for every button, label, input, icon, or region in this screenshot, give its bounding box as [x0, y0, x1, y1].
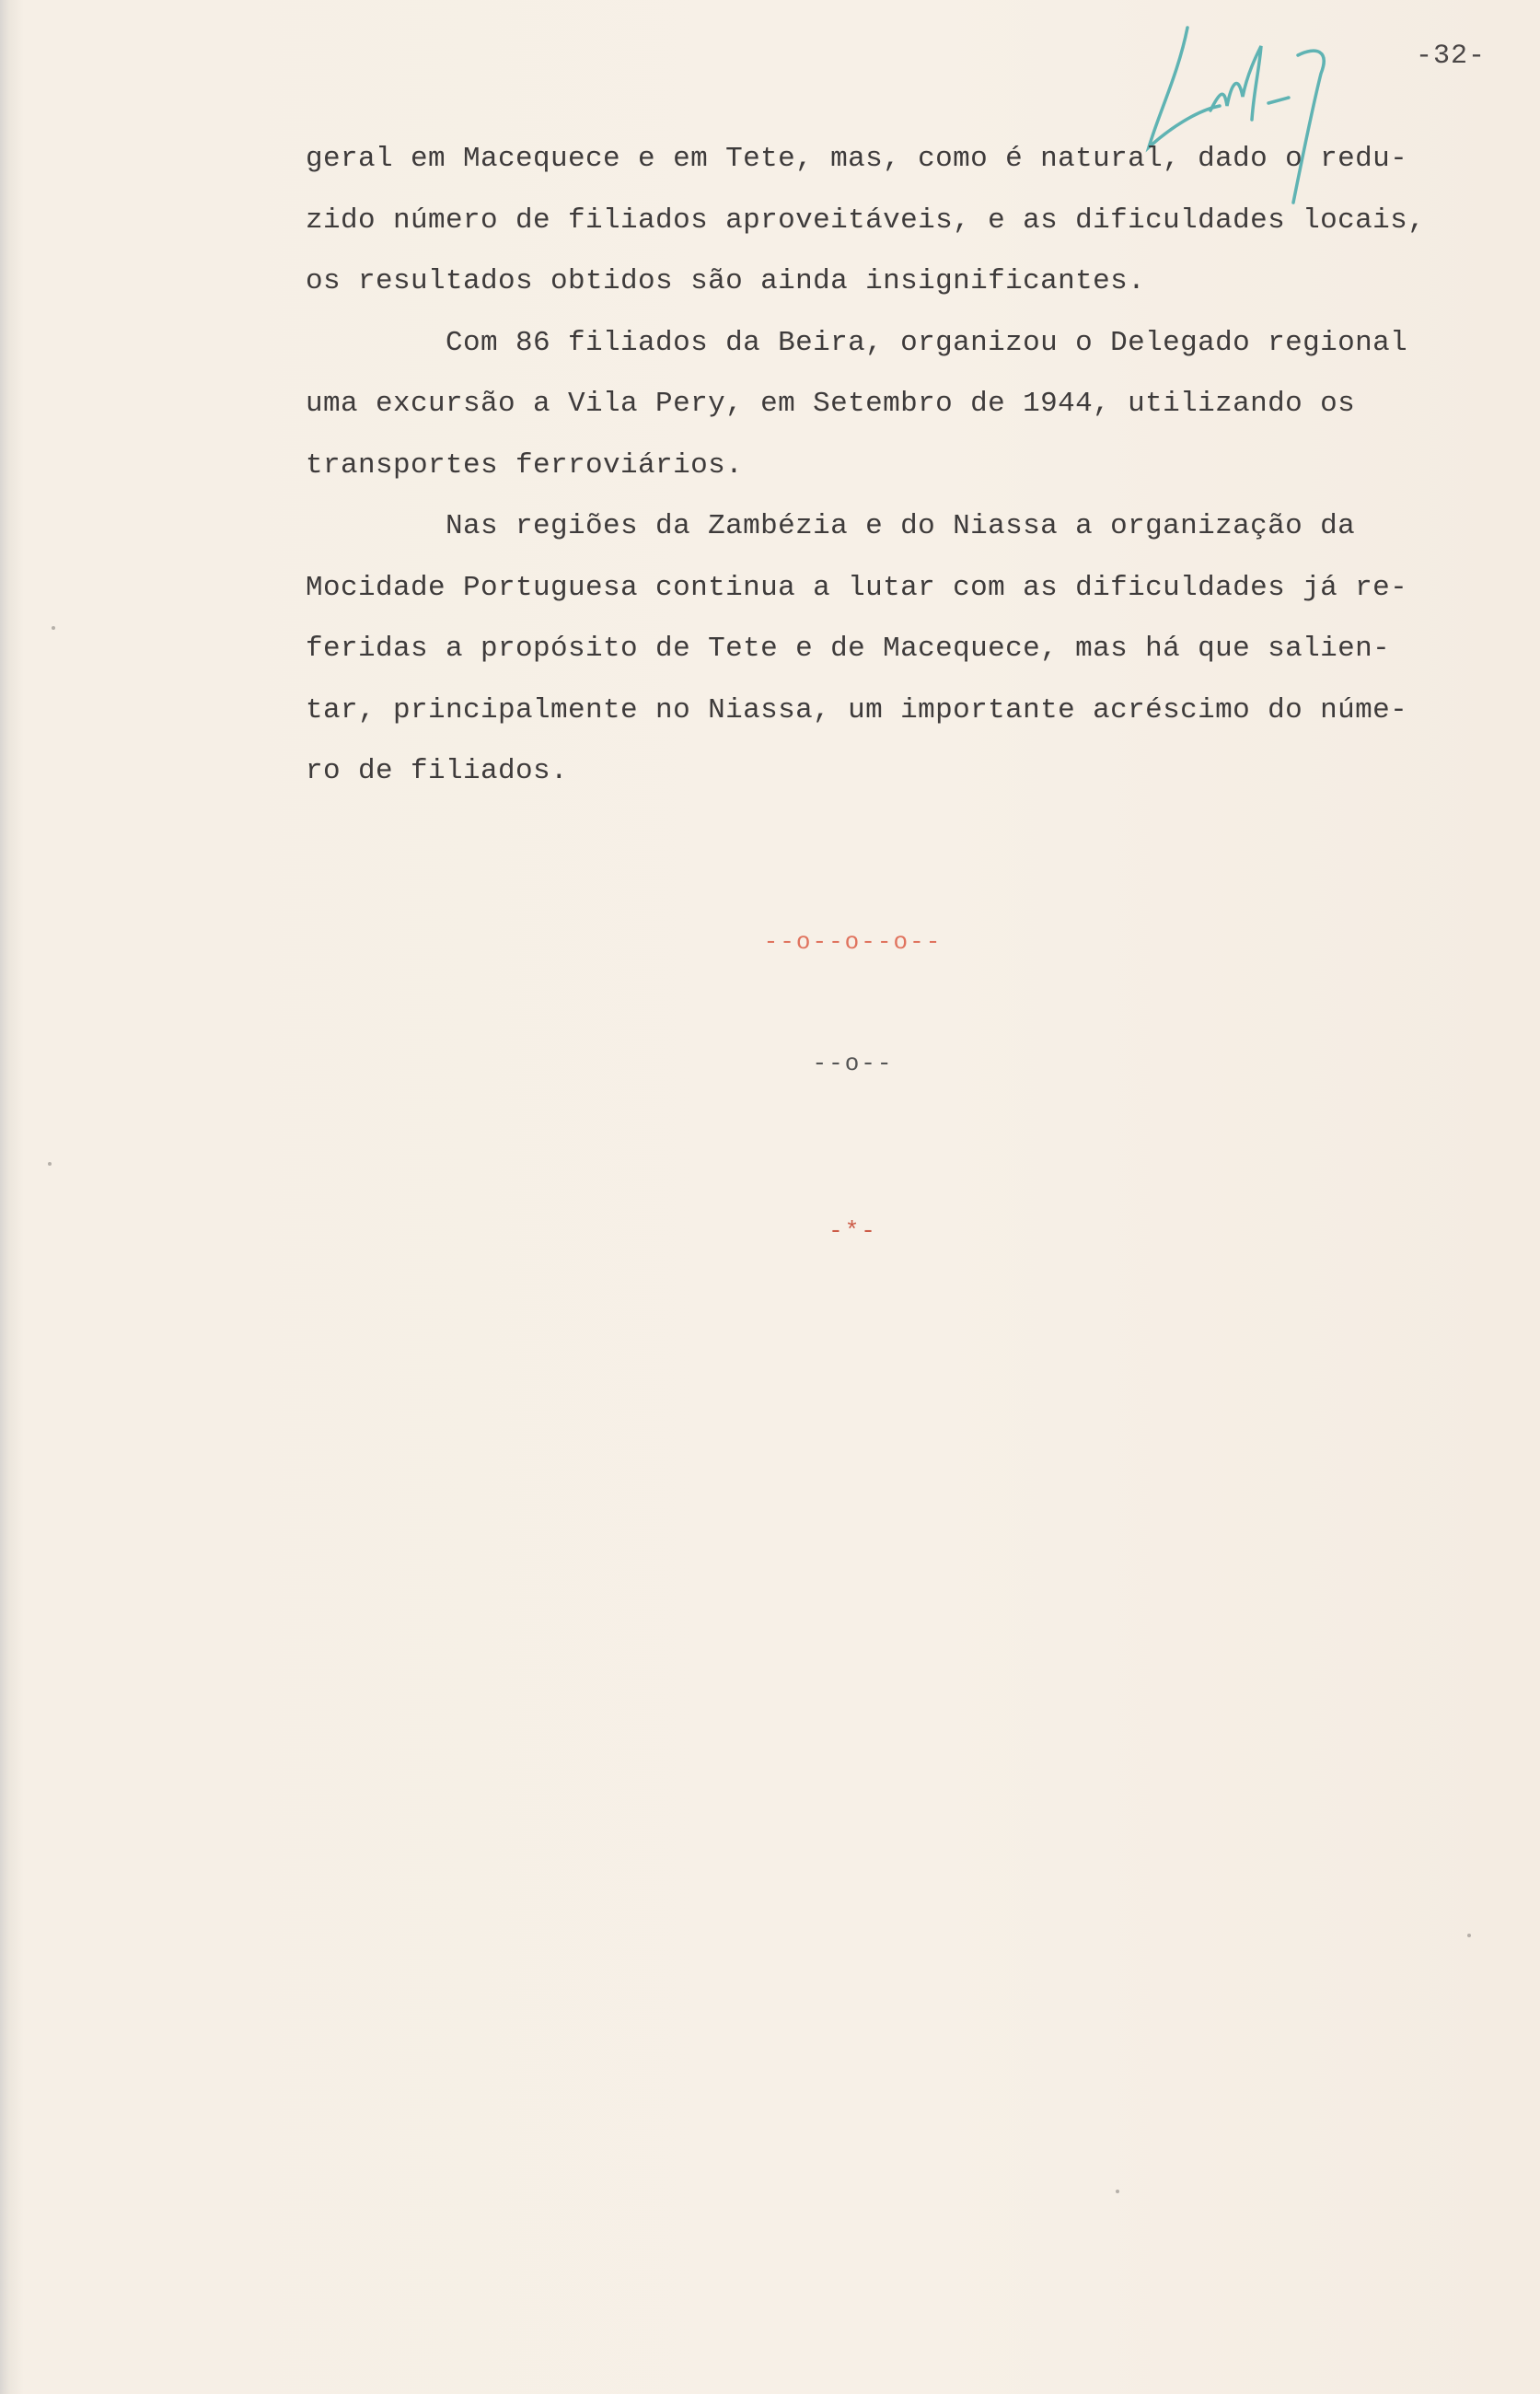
text-line: Mocidade Portuguesa continua a lutar com as dificuldades já re- — [306, 571, 1408, 604]
body-text — [306, 129, 1502, 803]
paper-speck — [1467, 1934, 1471, 1937]
section-divider-asterisk: -*- — [828, 1217, 877, 1245]
text-line: ro de filiados. — [306, 755, 569, 787]
text-line: Nas regiões da Zambézia e do Niassa a organização da — [306, 510, 1356, 542]
text-line: geral em Macequece e em Tete, mas, como é natural, dado o redu- — [306, 143, 1408, 175]
text-line: Com 86 filiados da Beira, organizou o Delegado regional — [306, 326, 1408, 359]
text-line: tar, principalmente no Niassa, um importante acréscimo do núme- — [306, 693, 1408, 726]
paper-speck — [1116, 2190, 1119, 2193]
page-number: -32- — [1416, 41, 1487, 72]
section-divider-ornament: --o--o--o-- — [763, 928, 943, 956]
paper-speck — [52, 626, 55, 630]
text-line: feridas a propósito de Tete e de Macequece, mas há que salien- — [306, 633, 1391, 665]
section-divider-small: --o-- — [812, 1050, 894, 1077]
text-line: uma excursão a Vila Pery, em Setembro de 1944, utilizando os — [306, 388, 1356, 420]
text-line: zido número de filiados aproveitáveis, e as dificuldades locais, — [306, 203, 1426, 237]
text-line: os resultados obtidos são ainda insignificantes. — [306, 265, 1146, 297]
paper-speck — [48, 1162, 52, 1166]
text-line: transportes ferroviários. — [306, 448, 744, 482]
